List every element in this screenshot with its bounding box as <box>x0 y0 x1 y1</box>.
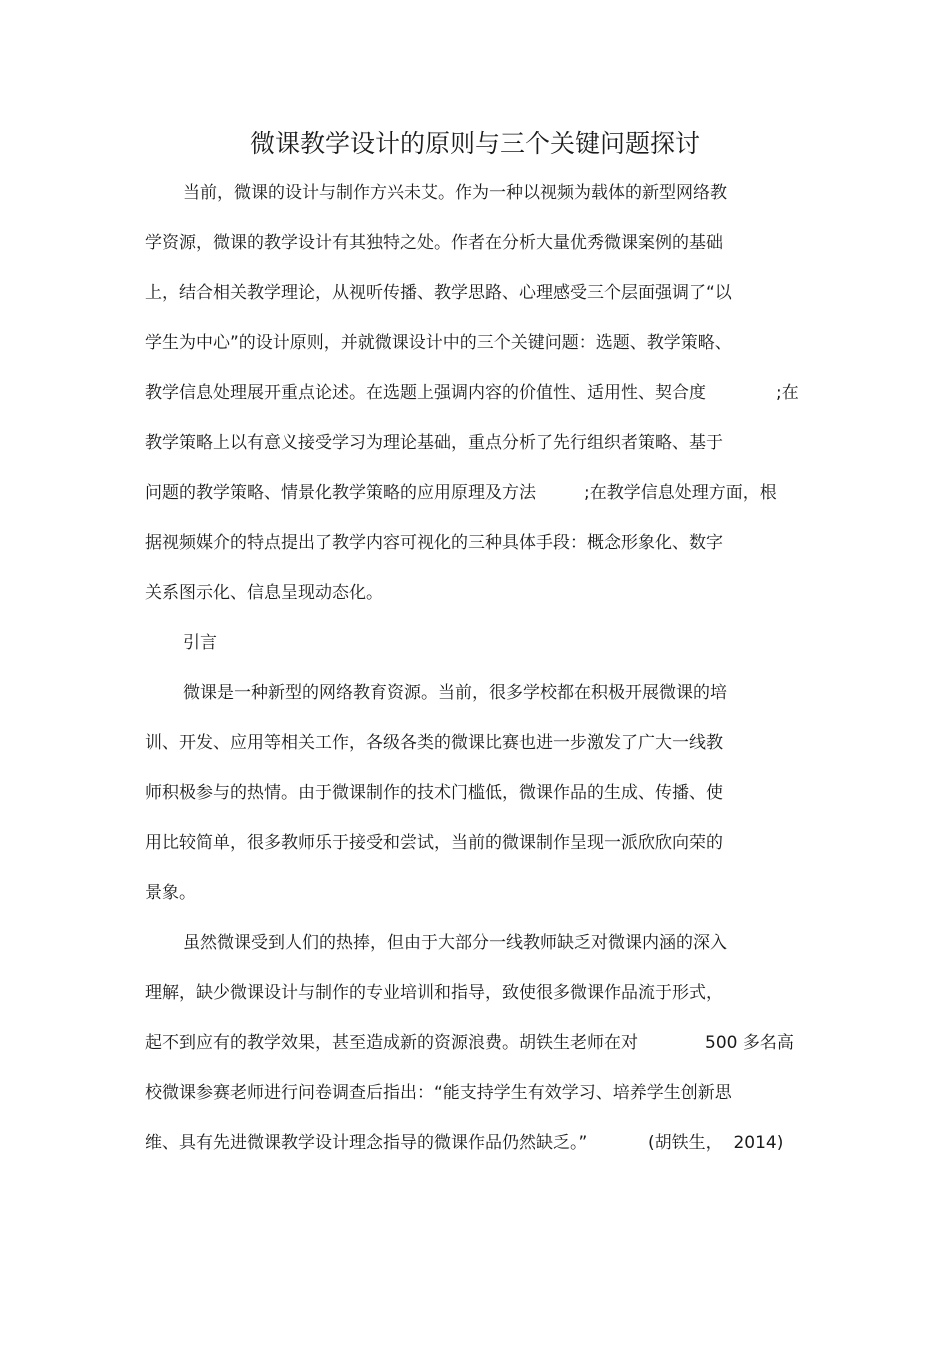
abstract-line-2: 学资源，微课的教学设计有其独特之处。作者在分析大量优秀微课案例的基础 <box>145 233 723 253</box>
para2-line-5: 维、具有先进微课教学设计理念指导的微课作品仍然缺乏。” <box>145 1133 588 1153</box>
para2-line-4: 校微课参赛老师进行问卷调查后指出：“能支持学生有效学习、培养学生创新思 <box>145 1083 732 1103</box>
section-heading: 引言 <box>183 633 217 653</box>
abstract-line-6: 教学策略上以有意义接受学习为理论基础，重点分析了先行组织者策略、基于 <box>145 433 723 453</box>
abstract-line-4: 学生为中心”的设计原则，并就微课设计中的三个关键问题：选题、教学策略、 <box>145 333 732 353</box>
para2-line-3-tail: 500 多名高 <box>705 1033 794 1053</box>
abstract-line-3: 上，结合相关教学理论，从视听传播、教学思路、心理感受三个层面强调了“以 <box>145 283 732 303</box>
para2-line-3: 起不到应有的教学效果，甚至造成新的资源浪费。胡铁生老师在对 <box>145 1033 638 1053</box>
abstract-line-7-tail: ;在教学信息处理方面，根 <box>584 483 777 503</box>
intro-line-1: 微课是一种新型的网络教育资源。当前，很多学校都在积极开展微课的培 <box>183 683 727 703</box>
para2-citation: (胡铁生， 2014) <box>648 1133 784 1153</box>
abstract-line-7: 问题的教学策略、情景化教学策略的应用原理及方法 <box>145 483 536 503</box>
intro-line-4: 用比较简单，很多教师乐于接受和尝试，当前的微课制作呈现一派欣欣向荣的 <box>145 833 723 853</box>
document-title: 微课教学设计的原则与三个关键问题探讨 <box>249 129 700 158</box>
intro-line-5: 景象。 <box>145 883 196 903</box>
para2-line-1: 虽然微课受到人们的热捧，但由于大部分一线教师缺乏对微课内涵的深入 <box>183 933 727 953</box>
abstract-line-9: 关系图示化、信息呈现动态化。 <box>145 583 383 603</box>
abstract-line-8: 据视频媒介的特点提出了教学内容可视化的三种具体手段：概念形象化、数字 <box>145 533 723 553</box>
abstract-line-1: 当前，微课的设计与制作方兴未艾。作为一种以视频为载体的新型网络教 <box>183 183 727 203</box>
abstract-line-5-tail: ;在 <box>776 383 799 403</box>
para2-line-2: 理解，缺少微课设计与制作的专业培训和指导，致使很多微课作品流于形式， <box>145 983 723 1003</box>
intro-line-3: 师积极参与的热情。由于微课制作的技术门槛低，微课作品的生成、传播、使 <box>145 783 723 803</box>
abstract-line-5: 教学信息处理展开重点论述。在选题上强调内容的价值性、适用性、契合度 <box>145 383 706 403</box>
intro-line-2: 训、开发、应用等相关工作，各级各类的微课比赛也进一步激发了广大一线教 <box>145 733 723 753</box>
